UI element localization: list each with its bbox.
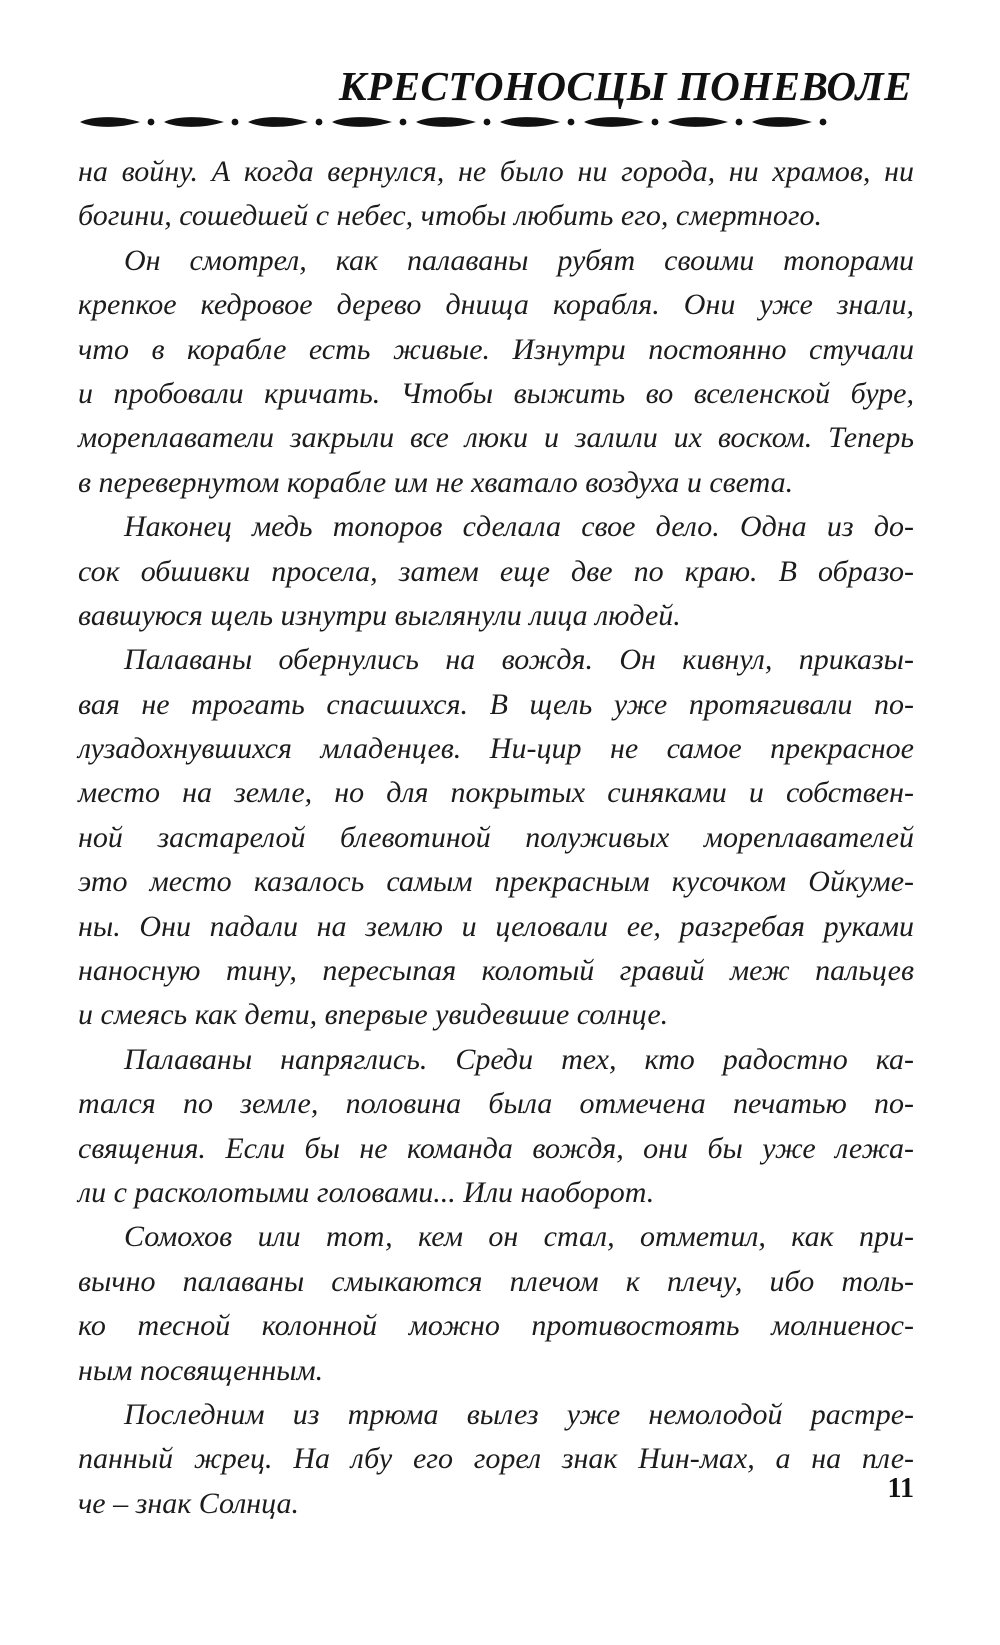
text-line: богини, сошедшей с небес, чтобы любить его, смертного.	[78, 199, 823, 233]
ornament-dot	[652, 119, 659, 126]
text-line: это место казалось самым прекрасным кусочком Ойкуме-	[78, 865, 914, 899]
text-line: Последним из трюма вылез уже немолодой растре-	[124, 1397, 914, 1431]
text-line: вычно палаваны смыкаются плечом к плечу, ибо толь-	[78, 1264, 914, 1298]
ornament-dot	[820, 119, 827, 126]
ornament-dot	[736, 119, 743, 126]
text-line: ной застарелой блевотиной полуживых мореплавателей	[78, 820, 914, 854]
ornament-leaf	[668, 117, 728, 127]
ornament-leaf	[332, 117, 392, 127]
text-line: Сомохов или тот, кем он стал, отметил, как при-	[124, 1220, 914, 1254]
text-line: вая не трогать спасшихся. В щель уже протягивали по-	[78, 687, 914, 721]
ornament-dot	[148, 119, 155, 126]
text-line: вавшуюся щель изнутри выглянули лица людей.	[78, 598, 681, 632]
ornament-leaf	[584, 117, 644, 127]
running-title: КРЕСТОНОСЦЫ ПОНЕВОЛЕ	[338, 63, 912, 109]
text-line: Наконец медь топоров сделала свое дело. Одна из до-	[124, 510, 914, 544]
ornament-leaf	[80, 117, 140, 127]
text-line: священия. Если бы не команда вождя, они бы уже лежа-	[78, 1131, 914, 1165]
text-line: в перевернутом корабле им не хватало воздуха и света.	[78, 465, 794, 499]
text-line: ли с расколотыми головами... Или наоборот.	[78, 1175, 655, 1209]
text-line: че – знак Солнца.	[78, 1486, 300, 1520]
text-line: на войну. А когда вернулся, не было ни города, ни храмов, ни	[78, 155, 914, 188]
page-number: 11	[887, 1473, 914, 1504]
text-line: тался по земле, половина была отмечена печатью по-	[78, 1087, 914, 1121]
text-line: что в корабле есть живые. Изнутри постоянно стучали	[78, 332, 914, 366]
ornament-leaf	[500, 117, 560, 127]
scroll-ornament-icon	[78, 114, 914, 130]
text-line: сок обшивки просела, затем еще две по краю. В образо-	[78, 554, 914, 588]
text-line: Палаваны напряглись. Среди тех, кто радостно ка-	[124, 1042, 914, 1076]
text-line: ко тесной колонной можно противостоять молниенос-	[78, 1309, 914, 1343]
text-line: панный жрец. На лбу его горел знак Нин-мах, а на пле-	[78, 1442, 914, 1476]
text-line: и пробовали кричать. Чтобы выжить во вселенской буре,	[78, 376, 914, 410]
ornament-dot	[400, 119, 407, 126]
text-line: наносную тину, пересыпая колотый гравий меж пальцев	[78, 954, 914, 988]
text-line: Палаваны обернулись на вождя. Он кивнул, приказы-	[124, 643, 914, 677]
ornament-dot	[568, 119, 575, 126]
main-text	[78, 150, 914, 1526]
ornament-dot	[232, 119, 239, 126]
ornament-leaf	[248, 117, 308, 127]
ornament-leaf	[416, 117, 476, 127]
text-line: лузадохнувшихся младенцев. Ни-цир не самое прекрасное	[78, 732, 914, 766]
ornament-leaf	[752, 117, 812, 127]
text-line: Он смотрел, как палаваны рубят своими топорами	[124, 243, 914, 277]
ornament-dot	[484, 119, 491, 126]
text-line: крепкое кедровое дерево днища корабля. Они уже знали,	[78, 288, 914, 322]
text-line: ным посвященным.	[78, 1353, 324, 1387]
ornament-dot	[316, 119, 323, 126]
text-line: ны. Они падали на землю и целовали ее, разгребая руками	[78, 909, 914, 943]
text-line: и смеясь как дети, впервые увидевшие солнце.	[78, 998, 669, 1032]
text-line: мореплаватели закрыли все люки и залили их воском. Теперь	[78, 421, 914, 455]
ornament-leaf	[164, 117, 224, 127]
text-line: место на земле, но для покрытых синяками и собствен-	[78, 776, 914, 810]
